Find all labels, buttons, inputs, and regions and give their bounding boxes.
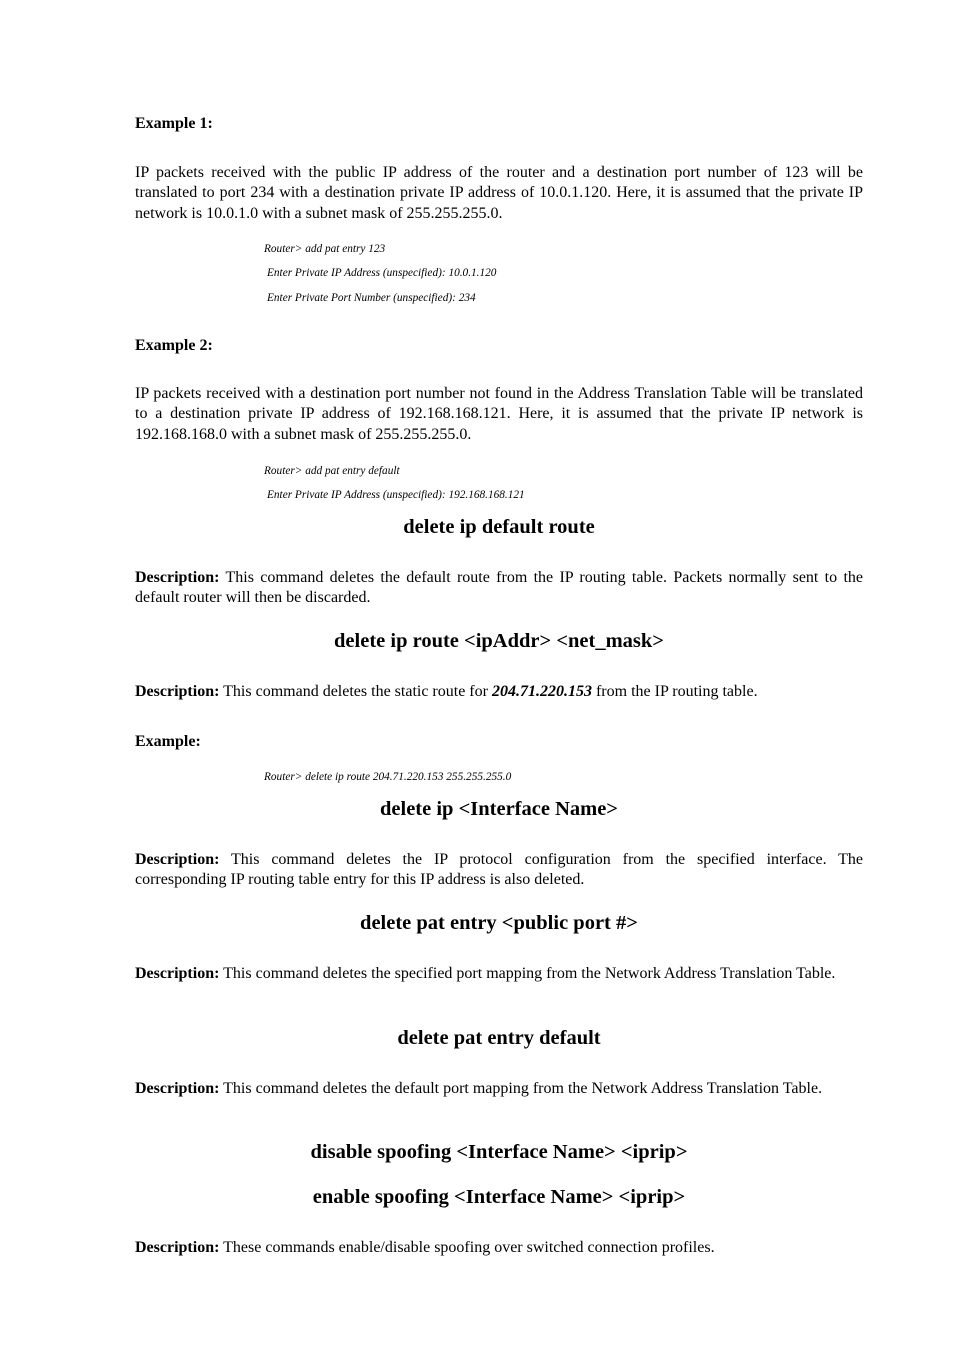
example-2-text: IP packets received with a destination port number not found in the Address Translation Table will be translated to a destination private IP address of 192.168.168.121. Here, it is assumed that the private IP network is 192.168.168.0 with a subnet mask of 255.255.255.0. bbox=[135, 385, 863, 443]
example-2-label: Example 2: bbox=[135, 337, 213, 354]
example-1-code-line-3: Enter Private Port Number (unspecified): 234 bbox=[267, 292, 476, 304]
heading-delete-pat-entry-port: delete pat entry <public port #> bbox=[360, 912, 638, 934]
description-text: These commands enable/disable spoofing over switched connection profiles. bbox=[223, 1239, 715, 1256]
description-text: This command deletes the specified port mapping from the Network Address Translation Table. bbox=[223, 965, 836, 982]
description-label: Description: bbox=[135, 1239, 220, 1256]
delete-ip-route-code: Router> delete ip route 204.71.220.153 255.255.255.0 bbox=[264, 771, 512, 783]
description-spoofing bbox=[135, 1238, 863, 1258]
description-text: This command deletes the default route from the IP routing table. Packets normally sent to the default router will then be discarded. bbox=[135, 569, 863, 607]
description-label: Description: bbox=[135, 851, 220, 868]
heading-delete-ip-default-route: delete ip default route bbox=[403, 516, 595, 538]
example-1-code-line-2: Enter Private IP Address (unspecified): 10.0.1.120 bbox=[267, 267, 497, 279]
example-2-code-line-1: Router> add pat entry default bbox=[264, 465, 400, 477]
description-label: Description: bbox=[135, 569, 220, 586]
description-delete-ip-default-route bbox=[135, 568, 863, 609]
description-text: This command deletes the IP protocol configuration from the specified interface. The corresponding IP routing table entry for this IP address is also deleted. bbox=[135, 851, 864, 889]
ip-address-emphasis: 204.71.220.153 bbox=[491, 683, 592, 700]
example-label: Example: bbox=[135, 733, 201, 750]
description-text: This command deletes the default port mapping from the Network Address Translation Table. bbox=[223, 1080, 823, 1097]
description-text: from the IP routing table. bbox=[595, 683, 758, 700]
description-label: Description: bbox=[135, 965, 220, 982]
heading-delete-pat-entry-default: delete pat entry default bbox=[397, 1027, 601, 1049]
example-2-code-line-2: Enter Private IP Address (unspecified): 192.168.168.121 bbox=[267, 489, 525, 501]
description-delete-pat-entry-default bbox=[135, 1079, 863, 1099]
description-label: Description: bbox=[135, 1080, 220, 1097]
description-label: Description: bbox=[135, 683, 220, 700]
example-1-text: IP packets received with the public IP address of the router and a destination port number of 123 will be translated to port 234 with a destination private IP address of 10.0.1.120. Here, it is assumed that the private IP network is 10.0.1.0 with a subnet mask of 255.255.255.0. bbox=[135, 164, 863, 222]
heading-disable-spoofing: disable spoofing <Interface Name> <iprip> bbox=[310, 1141, 688, 1163]
description-delete-ip-interface bbox=[135, 850, 863, 891]
heading-enable-spoofing: enable spoofing <Interface Name> <iprip> bbox=[312, 1186, 686, 1208]
description-delete-pat-entry-port bbox=[135, 964, 863, 984]
example-1-code-line-1: Router> add pat entry 123 bbox=[264, 243, 386, 255]
heading-delete-ip-route: delete ip route <ipAddr> <net_mask> bbox=[334, 630, 664, 652]
description-text: This command deletes the static route for bbox=[223, 683, 488, 700]
description-delete-ip-route bbox=[135, 682, 863, 702]
example-1-label: Example 1: bbox=[135, 115, 213, 132]
heading-delete-ip-interface: delete ip <Interface Name> bbox=[380, 798, 618, 820]
